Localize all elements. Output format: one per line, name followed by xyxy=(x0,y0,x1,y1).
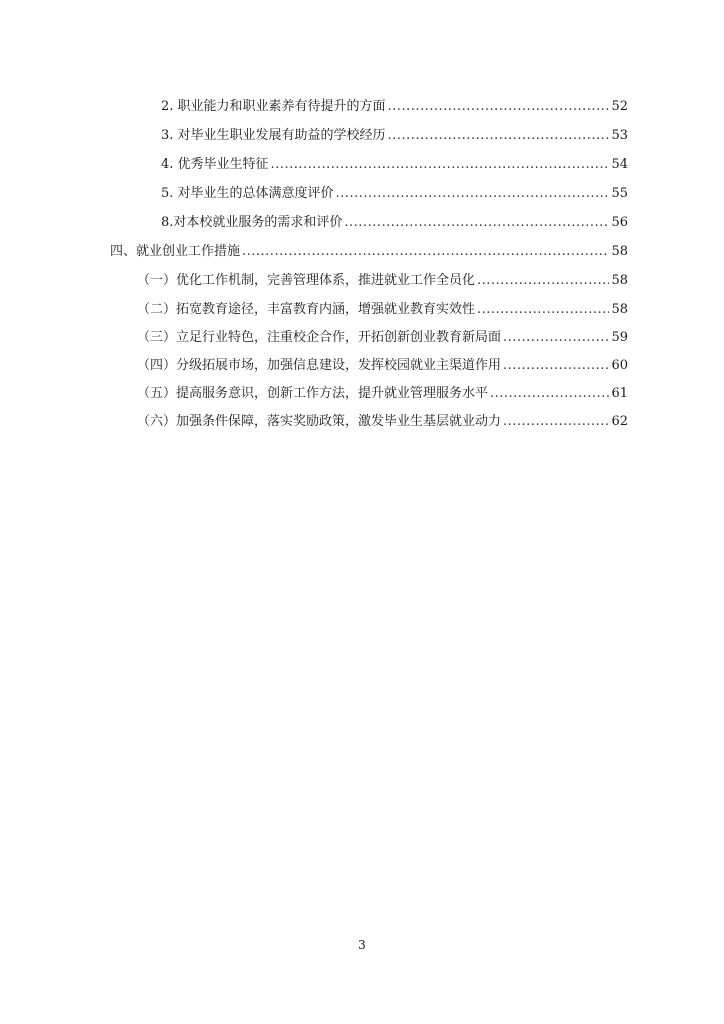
toc-entry-page: 54 xyxy=(611,157,628,172)
toc-entry-page: 58 xyxy=(611,302,628,317)
toc-entry[interactable] xyxy=(137,357,628,375)
page-number: 3 xyxy=(358,938,366,952)
toc-entry[interactable] xyxy=(137,385,628,403)
toc-entry-title: 2. 职业能力和职业素养有待提升的方面 xyxy=(161,99,386,114)
toc-entry[interactable] xyxy=(110,243,628,261)
toc-entry[interactable] xyxy=(161,98,628,116)
toc-entry-title: （三）立足行业特色，注重校企合作，开拓创新创业教育新局面 xyxy=(137,330,502,345)
toc-entry[interactable] xyxy=(161,185,628,203)
toc-entry-title: 5. 对毕业生的总体满意度评价 xyxy=(161,186,334,201)
toc-leader-dots xyxy=(242,243,609,261)
toc-entry-page: 58 xyxy=(611,273,628,288)
toc-leader-dots xyxy=(503,329,609,347)
toc-entry-page: 62 xyxy=(611,414,628,429)
toc-entry-page: 52 xyxy=(611,99,628,114)
toc-entry[interactable] xyxy=(137,272,628,290)
toc-leader-dots xyxy=(477,272,609,290)
toc-entry-page: 55 xyxy=(611,186,628,201)
toc-entry-page: 59 xyxy=(611,330,628,345)
toc-entry-page: 61 xyxy=(611,386,628,401)
toc-entry-page: 58 xyxy=(611,244,628,259)
toc-leader-dots xyxy=(388,127,610,145)
toc-leader-dots xyxy=(490,385,609,403)
toc-leader-dots xyxy=(388,98,610,116)
toc-entry-title: （五）提高服务意识，创新工作方法，提升就业管理服务水平 xyxy=(137,386,489,401)
toc-leader-dots xyxy=(336,185,610,203)
toc-entry-title: 四、就业创业工作措施 xyxy=(110,244,241,259)
toc-leader-dots xyxy=(503,413,609,431)
toc-entry[interactable] xyxy=(161,127,628,145)
toc-entry-title: （一）优化工作机制，完善管理体系，推进就业工作全员化 xyxy=(137,273,476,288)
toc-entry-title: （二）拓宽教育途径，丰富教育内涵，增强就业教育实效性 xyxy=(137,302,476,317)
toc-leader-dots xyxy=(503,357,609,375)
toc-entry[interactable] xyxy=(161,156,628,174)
toc-entry-title: 4. 优秀毕业生特征 xyxy=(161,157,269,172)
toc-entry-page: 53 xyxy=(611,128,628,143)
toc-entry-title: 3. 对毕业生职业发展有助益的学校经历 xyxy=(161,128,386,143)
toc-entry[interactable] xyxy=(137,329,628,347)
toc-entry[interactable] xyxy=(137,301,628,319)
toc-leader-dots xyxy=(477,301,609,319)
toc-entry[interactable] xyxy=(137,413,628,431)
toc-entry-page: 56 xyxy=(611,215,628,230)
toc-entry-title: 8.对本校就业服务的需求和评价 xyxy=(161,215,343,230)
toc-leader-dots xyxy=(271,156,610,174)
toc-leader-dots xyxy=(344,214,609,232)
toc-entry-title: （六）加强条件保障，落实奖励政策，激发毕业生基层就业动力 xyxy=(137,414,502,429)
toc-entry-page: 60 xyxy=(611,358,628,373)
toc-entry-title: （四）分级拓展市场，加强信息建设，发挥校园就业主渠道作用 xyxy=(137,358,502,373)
toc-entry[interactable] xyxy=(161,214,628,232)
